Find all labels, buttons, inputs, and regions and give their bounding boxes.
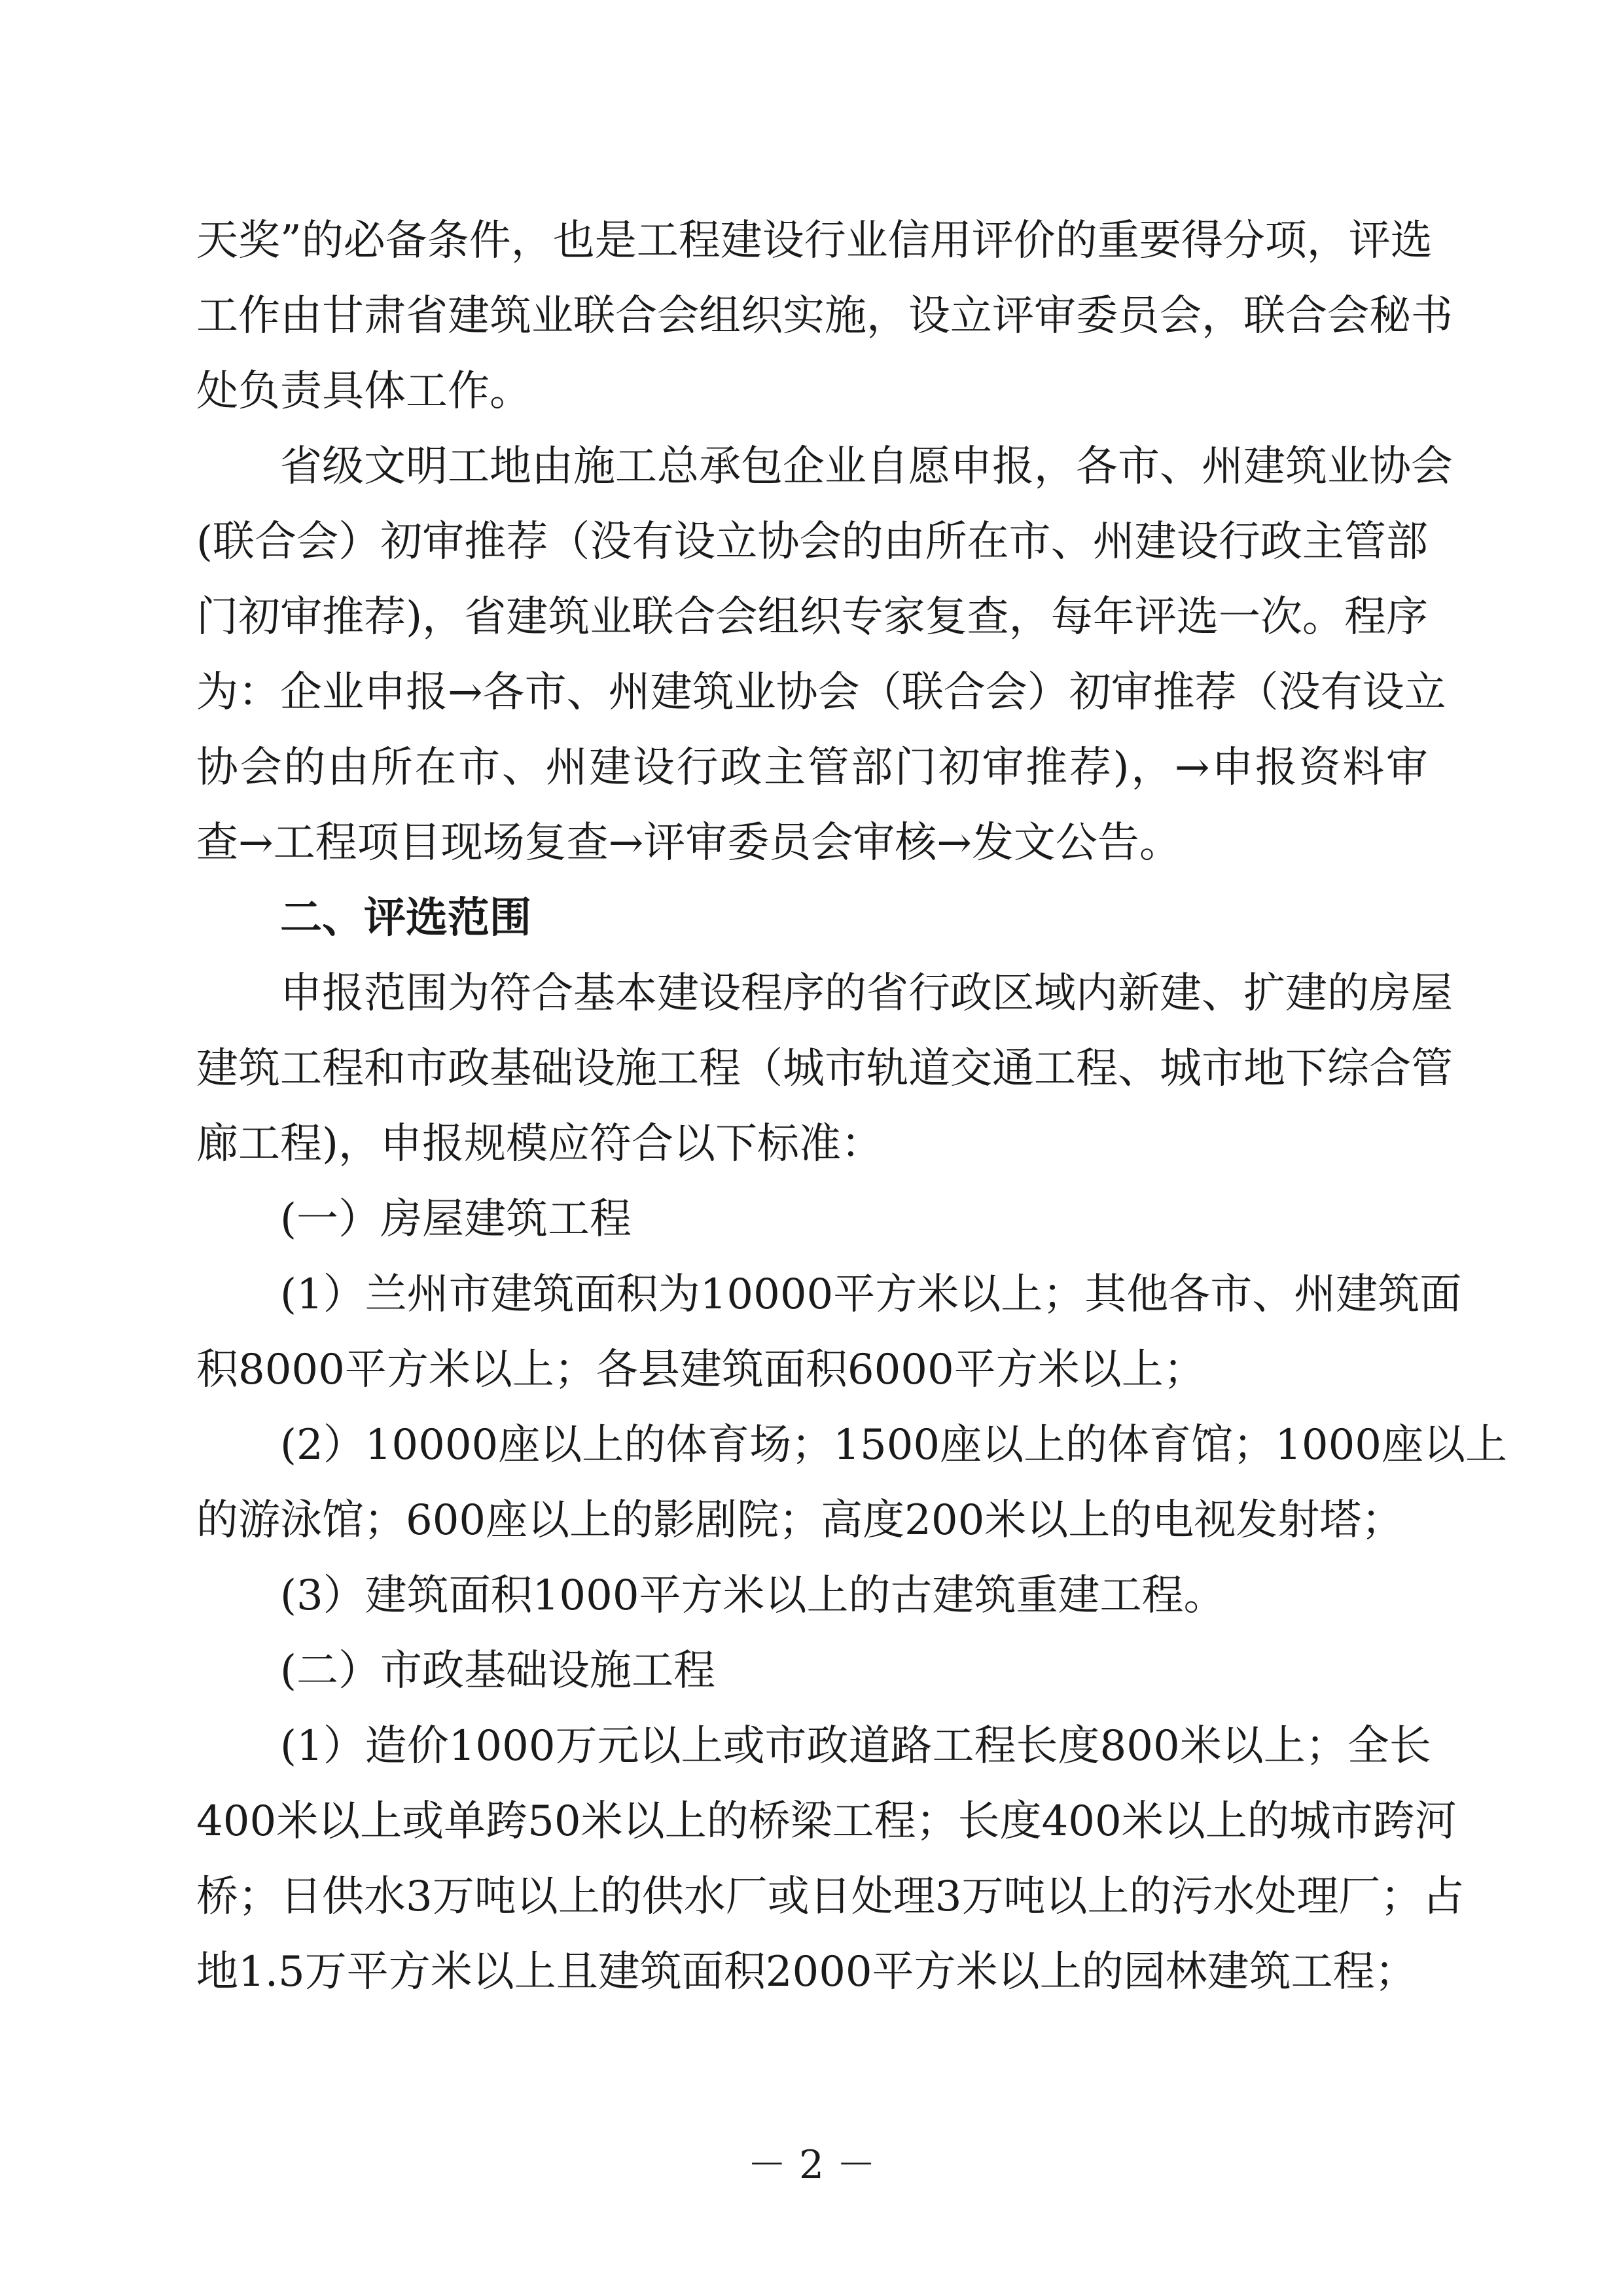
subsection-heading: (二）市政基础设施工程 [280, 1647, 715, 1695]
body-text-line: 门初审推荐)，省建筑业联合会组织专家复查，每年评选一次。程序 [196, 593, 1428, 641]
body-text-line: 省级文明工地由施工总承包企业自愿申报，各市、州建筑业协会 [280, 442, 1453, 491]
body-text-line: 天奖”的必备条件，也是工程建设行业信用评价的重要得分项，评选 [196, 217, 1433, 265]
list-item-text: 积8000平方米以上；各县建筑面积6000平方米以上； [196, 1346, 1205, 1394]
page-number: － 2 － [747, 2142, 876, 2188]
list-item-text: (3）建筑面积1000平方米以上的古建筑重建工程。 [280, 1571, 1226, 1620]
list-item-text: 地1.5万平方米以上且建筑面积2000平方米以上的园林建筑工程； [196, 1948, 1417, 1996]
body-text-line: 申报范围为符合基本建设程序的省行政区域内新建、扩建的房屋 [280, 969, 1453, 1018]
list-item-text: 桥；日供水3万吨以上的供水厂或日处理3万吨以上的污水处理厂；占 [196, 1873, 1465, 1921]
subsection-heading: (一）房屋建筑工程 [280, 1195, 632, 1244]
body-text-line: 查→工程项目现场复查→评审委员会审核→发文公告。 [196, 819, 1181, 867]
body-text-line: 为：企业申报→各市、州建筑业协会（联合会）初审推荐（没有设立 [196, 668, 1446, 717]
body-text-line: 廊工程)，申报规模应符合以下标准： [196, 1120, 883, 1168]
body-text-line: (联合会）初审推荐（没有设立协会的由所在市、州建设行政主管部 [196, 518, 1428, 566]
list-item-text: (2）10000座以上的体育场；1500座以上的体育馆；1000座以上 [280, 1421, 1508, 1469]
body-text-line: 协会的由所在市、州建设行政主管部门初审推荐)，→申报资料审 [196, 744, 1428, 792]
list-item-text: 的游泳馆；600座以上的影剧院；高度200米以上的电视发射塔； [196, 1496, 1404, 1545]
list-item-text: 400米以上或单跨50米以上的桥梁工程；长度400米以上的城市跨河 [196, 1797, 1457, 1846]
list-item-text: (1）兰州市建筑面积为10000平方米以上；其他各市、州建筑面 [280, 1270, 1462, 1319]
body-text-line: 建筑工程和市政基础设施工程（城市轨道交通工程、城市地下综合管 [196, 1045, 1453, 1093]
list-item-text: (1）造价1000万元以上或市政道路工程长度800米以上；全长 [280, 1722, 1431, 1770]
body-text-line: 工作由甘肃省建筑业联合会组织实施，设立评审委员会，联合会秘书 [196, 292, 1453, 340]
section-heading: 二、评选范围 [280, 894, 531, 942]
body-text-line: 处负责具体工作。 [196, 367, 531, 416]
